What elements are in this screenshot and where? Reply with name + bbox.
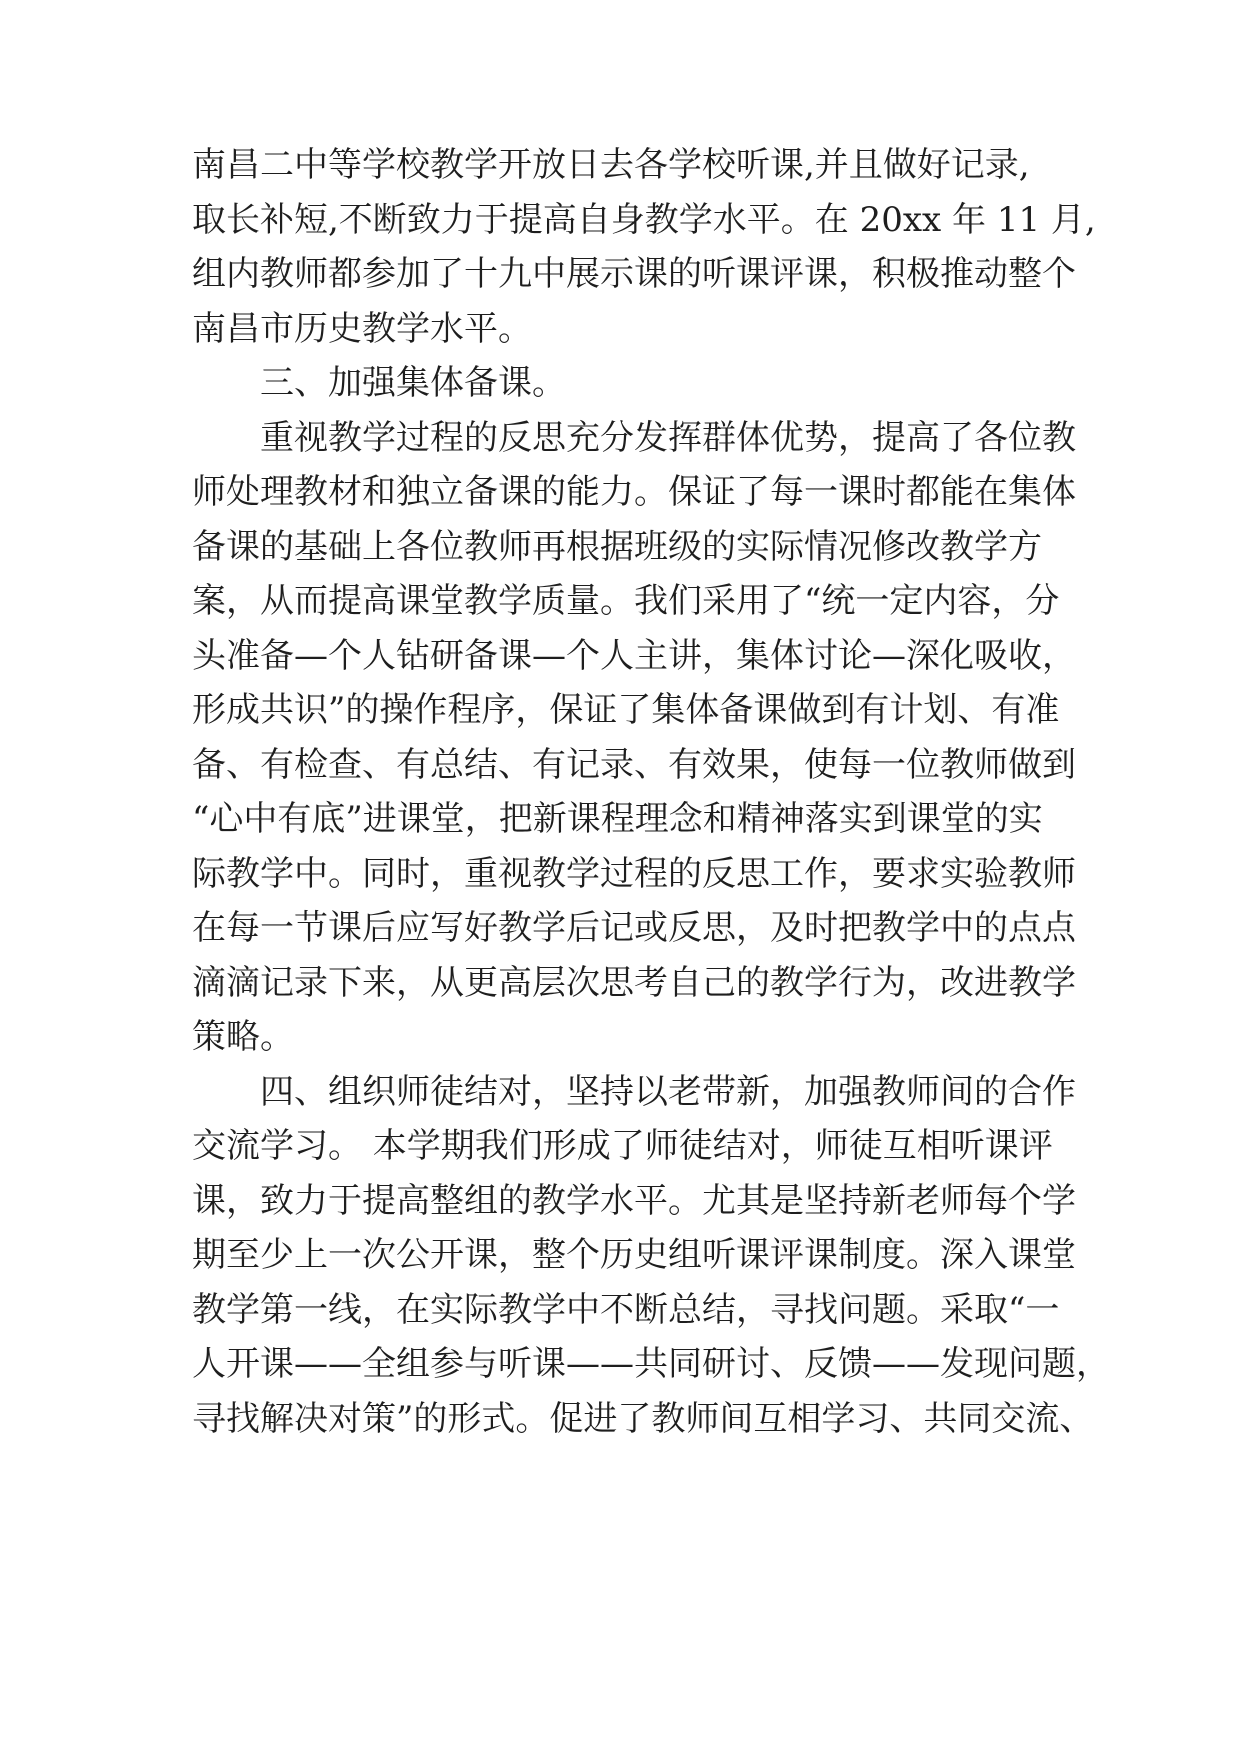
text-line: 滴滴记录下来，从更高层次思考自己的教学行为，改进教学 [192,962,1076,1003]
text-line: 重视教学过程的反思充分发挥群体优势，提高了各位教 [260,417,1076,458]
text-line: 期至少上一次公开课，整个历史组听课评课制度。深入课堂 [192,1235,1076,1275]
text-line: 组内教师都参加了十九中展示课的听课评课，积极推动整个 [192,254,1076,294]
text-line: 案，从而提高课堂教学质量。我们采用了“统一定内容，分 [192,581,1060,621]
document-body [192,138,1110,1446]
text-line: 南昌市历史教学水平。 [192,308,532,349]
text-line: 备、有检查、有总结、有记录、有效果，使每一位教师做到 [192,744,1076,785]
text-line: 取长补短,不断致力于提高自身教学水平。在 20xx 年 11 月, [192,199,1096,240]
text-line: 备课的基础上各位教师再根据班级的实际情况修改教学方 [192,526,1042,567]
text-line: 三、加强集体备课。 [260,363,566,403]
text-line: 南昌二中等学校教学开放日去各学校听课,并且做好记录, [192,145,1030,185]
text-line: “心中有底”进课堂，把新课程理念和精神落实到课堂的实 [192,799,1043,839]
text-line: 寻找解决对策”的形式。促进了教师间互相学习、共同交流、 [192,1398,1094,1439]
text-line: 人开课——全组参与听课——共同研讨、反馈——发现问题， [192,1344,1110,1384]
text-line: 教学第一线，在实际教学中不断总结，寻找问题。采取“一 [192,1289,1060,1330]
text-line: 策略。 [192,1017,294,1057]
text-line: 在每一节课后应写好教学后记或反思，及时把教学中的点点 [192,908,1076,948]
text-line: 际教学中。同时，重视教学过程的反思工作，要求实验教师 [192,853,1076,894]
text-line: 四、组织师徒结对，坚持以老带新，加强教师间的合作 [260,1071,1076,1112]
text-line: 师处理教材和独立备课的能力。保证了每一课时都能在集体 [192,472,1076,512]
text-line: 头准备—个人钻研备课—个人主讲，集体讨论—深化吸收， [192,635,1076,676]
text-line: 交流学习。 本学期我们形成了师徒结对，师徒互相听课评 [192,1126,1053,1166]
text-line: 形成共识”的操作程序，保证了集体备课做到有计划、有准 [192,690,1060,730]
text-line: 课，致力于提高整组的教学水平。尤其是坚持新老师每个学 [192,1180,1076,1221]
